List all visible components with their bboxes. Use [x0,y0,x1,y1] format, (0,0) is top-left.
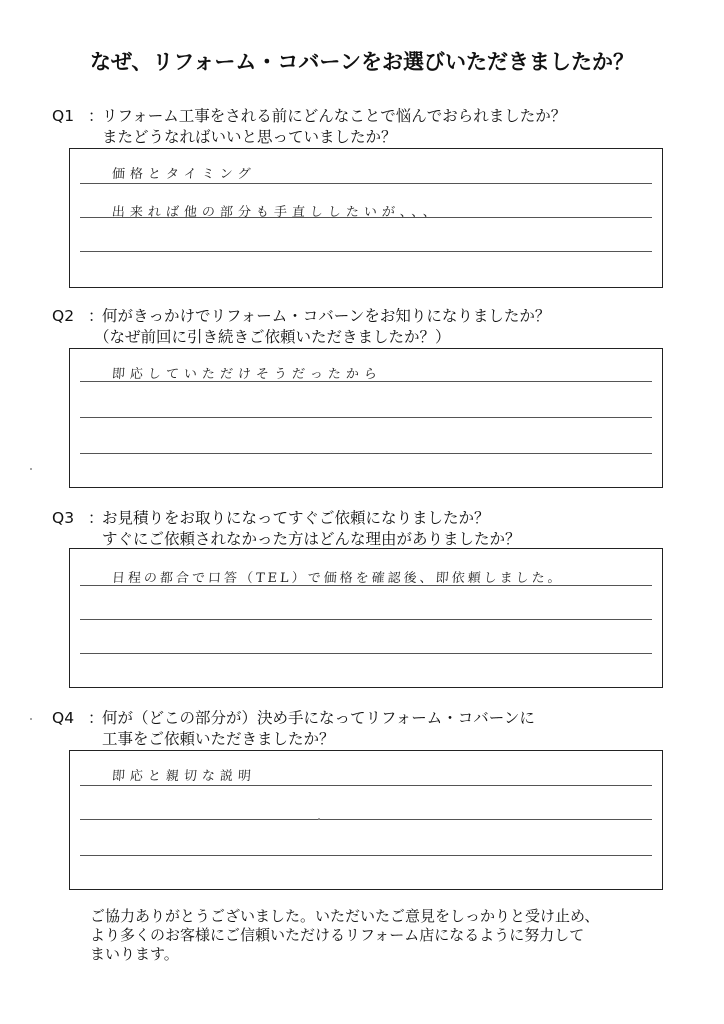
scan-speck [30,468,32,470]
closing-line: より多くのお客様にご信頼いただけるリフォーム店になるように努力して [90,926,585,944]
question-text-line1: 何が（どこの部分が）決め手になってリフォーム・コバーンに [102,709,535,727]
answer-rule [80,785,652,786]
question-text-line2: またどうなればいいと思っていましたか？ [102,128,397,146]
answer-rule [80,653,652,654]
scan-speck [318,818,320,820]
answer-rule [80,619,652,620]
question-number: Q1 [52,107,75,125]
question-text-line1: 何がきっかけでリフォーム・コバーンをお知りになりましたか？ [102,307,551,325]
question-text-line2: 工事をご依頼いただきましたか？ [102,730,335,748]
question-colon: ： [88,307,104,325]
question-2 [52,306,550,348]
answer-rule [80,417,652,418]
handwritten-answer: 出来れば他の部分も手直ししたいが、、、 [111,205,442,220]
question-text-line2: すぐにご依頼されなかった方はどんな理由がありましたか？ [102,530,521,548]
question-colon: ： [88,509,104,527]
handwritten-answer: 価格とタイミング [111,167,256,182]
answer-rule [80,855,652,856]
handwritten-answer: 日程の都合で口答（TEL）で価格を確認後、即依頼しました。 [111,571,565,586]
answer-box-2 [69,348,663,488]
question-number: Q4 [52,709,75,727]
answer-rule [80,183,652,184]
answer-box-4 [69,750,663,890]
question-text-line2: （なぜ前回に引き続きご依頼いただきましたか？） [94,328,451,346]
answer-rule [80,453,652,454]
handwritten-answer: 即応と親切な説明 [111,769,257,784]
closing-message [90,907,599,964]
question-4 [52,708,535,750]
scan-speck [30,718,32,720]
page-title: なぜ、リフォーム・コバーンをお選びいただきましたか？ [90,50,634,74]
answer-rule [80,251,652,252]
question-3 [52,508,521,550]
question-colon: ： [88,709,104,727]
question-text-line1: お見積りをお取りになってすぐご依頼になりましたか？ [102,509,490,527]
question-text-line1: リフォーム工事をされる前にどんなことで悩んでおられましたか？ [102,107,567,125]
handwritten-answer: 即応していただけそうだったから [111,367,383,382]
question-number: Q3 [52,509,75,527]
closing-line: まいります。 [90,945,179,963]
question-1 [52,106,566,148]
answer-box-3 [69,548,663,688]
closing-line: ご協力ありがとうございました。いただいたご意見をしっかりと受け止め、 [90,907,600,925]
answer-box-1 [69,148,663,288]
question-colon: ： [88,107,104,125]
question-number: Q2 [52,307,75,325]
answer-rule [80,819,652,820]
